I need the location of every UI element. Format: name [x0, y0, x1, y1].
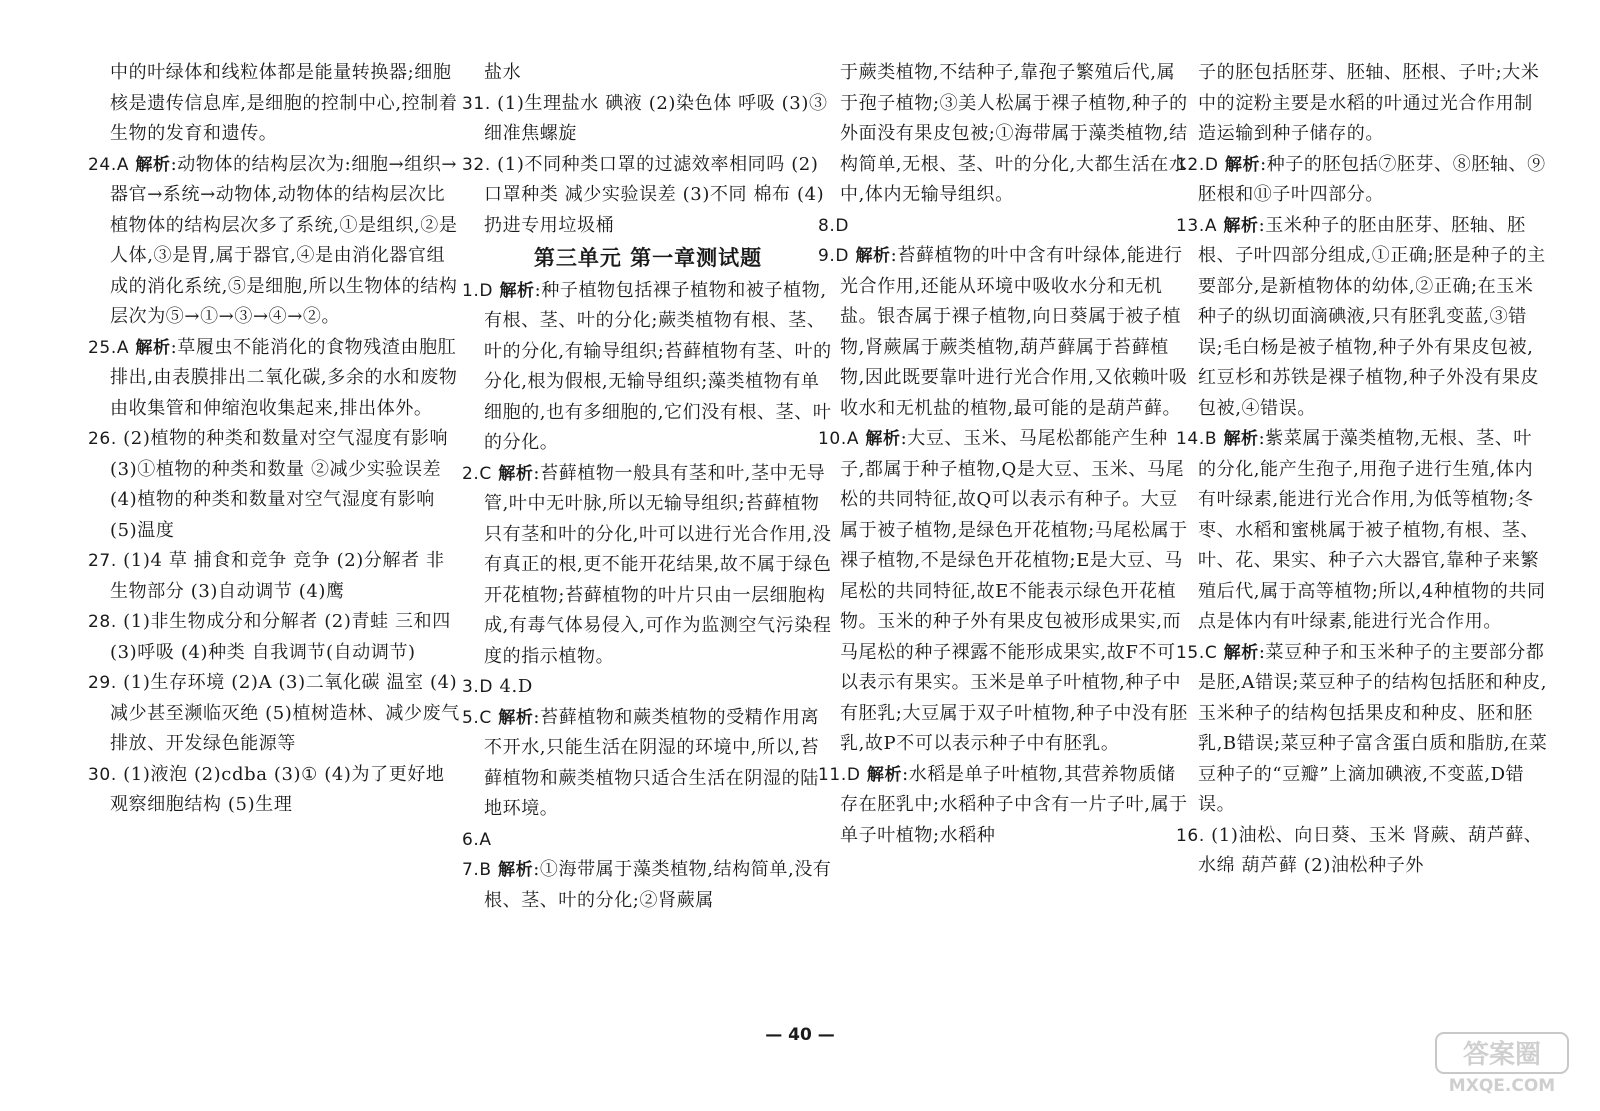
- answer-text: :种子的胚包括⑦胚芽、⑧胚轴、⑨胚根和⑪子叶四部分。: [1198, 153, 1546, 205]
- answer-item: [818, 211, 1190, 242]
- answer-text: (1)生存环境 (2)A (3)二氧化碳 温室 (4)减少甚至濒临灭绝 (5)植树造林、减少废气排放、开发绿色能源等: [110, 672, 460, 754]
- question-number: 27.: [88, 551, 117, 571]
- answer-text: (2)植物的种类和数量对空气湿度有影响 (3)①植物的种类和数量 ②减少实验误差 (4)植物的种类和数量对空气湿度有影响 (5)温度: [110, 428, 449, 541]
- question-number: 14.B: [1176, 429, 1218, 449]
- answer-text: :菜豆种子和玉米种子的主要部分都是胚,A错误;菜豆种子的结构包括胚和种皮,玉米种子的结构包括果皮和种皮、胚和胚乳,B错误;菜豆种子富含蛋白质和脂肪,在菜豆种子的“豆瓣”上滴加碘液,不变蓝,D错误。: [1198, 641, 1548, 815]
- question-number: 7.B: [462, 860, 492, 880]
- section-heading: 第三单元 第一章测试题: [533, 246, 763, 270]
- analysis-label: 解析: [498, 707, 534, 728]
- question-number: 15.C: [1176, 642, 1218, 663]
- question-number: 32.: [462, 154, 491, 175]
- answer-text: :水稻是单子叶植物,其营养物质储存在胚乳中;水稻种子中含有一片子叶,属于单子叶植物;水稻种: [840, 763, 1188, 846]
- continued-text: [484, 58, 834, 89]
- answer-item: [1176, 150, 1548, 211]
- answer-item: [462, 89, 834, 150]
- answer-text: :玉米种子的胚由胚芽、胚轴、胚根、子叶四部分组成,①正确;胚是种子的主要部分,是新植物体的幼体,②正确;在玉米种子的纵切面滴碘液,只有胚乳变蓝,③错误;毛白杨是被子植物,种子外有果皮包被,红豆杉和苏铁是裸子植物,种子外没有果皮包被,④错误。: [1198, 214, 1546, 419]
- question-number: 26.: [88, 429, 117, 449]
- question-number: 12.D: [1176, 154, 1219, 175]
- question-number: 11.D: [818, 764, 861, 785]
- analysis-label: 解析: [866, 764, 903, 785]
- answer-item: [88, 150, 460, 333]
- analysis-label: 解析: [855, 246, 891, 266]
- column-2: [462, 58, 834, 916]
- answer-item: [818, 760, 1190, 852]
- question-number: 24.A: [88, 154, 130, 175]
- answer-text: (1)油松、向日葵、玉米 肾蕨、葫芦藓、水绵 葫芦藓 (2)油松种子外: [1198, 824, 1543, 876]
- svg-text:MXQE.COM: MXQE.COM: [1448, 1076, 1556, 1096]
- answer-item: [818, 424, 1190, 760]
- column-1: [88, 58, 460, 821]
- answer-item: [88, 546, 460, 607]
- answer-item: [88, 668, 460, 760]
- analysis-label: 解析: [1224, 154, 1261, 175]
- answer-text: :苔藓植物的叶中含有叶绿体,能进行光合作用,还能从环境中吸收水分和无机盐。银杏属于裸子植物,向日葵属于被子植物,肾蕨属于蕨类植物,葫芦藓属于苔藓植物,因此既要靠叶进行光合作用,又依赖叶吸收水和无机盐的植物,最可能的是葫芦藓。: [840, 245, 1188, 419]
- question-number: 25.A: [88, 337, 130, 358]
- question-number: 8.D: [818, 215, 850, 236]
- answer-item: [1176, 211, 1548, 425]
- question-number: 6.A: [462, 829, 492, 850]
- answer-item: [88, 333, 460, 425]
- question-number: 31.: [462, 93, 491, 114]
- answer-item: [462, 672, 834, 703]
- answer-text: :种子植物包括裸子植物和被子植物,有根、茎、叶的分化;蕨类植物有根、茎、叶的分化,有输导组织;苔藓植物有茎、叶的分化,根为假根,无输导组织;藻类植物有单细胞的,也有多细胞的,它们没有根、茎、叶的分化。: [484, 279, 832, 453]
- analysis-label: 解析: [1223, 642, 1259, 663]
- analysis-label: 解析: [135, 154, 171, 175]
- answer-item: [462, 459, 834, 673]
- answer-text: (1)非生物成分和分解者 (2)青蛙 三和四 (3)呼吸 (4)种类 自我调节(自动调节): [110, 611, 451, 663]
- answer-text: :紫菜属于藻类植物,无根、茎、叶的分化,能产生孢子,用孢子进行生殖,体内有叶绿素,能进行光合作用,为低等植物;冬枣、水稻和蜜桃属于被子植物,有根、茎、叶、花、果实、种子六大器官,靠种子来繁殖后代,属于高等植物;所以,4种植物的共同点是体内有叶绿素,能进行光合作用。: [1198, 428, 1546, 632]
- answer-text: 于蕨类植物,不结种子,靠孢子繁殖后代,属于孢子植物;③美人松属于裸子植物,种子的外面没有果皮包被;①海带属于藻类植物,结构简单,无根、茎、叶的分化,大都生活在水中,体内无输导组织。: [840, 62, 1188, 205]
- continued-text: [840, 58, 1190, 211]
- column-3: [818, 58, 1190, 851]
- answer-item: [88, 760, 460, 821]
- analysis-label: 解析: [1223, 429, 1259, 449]
- answer-text: :苔藓植物和蕨类植物的受精作用离不开水,只能生活在阴湿的环境中,所以,苔藓植物和蕨类植物只适合生活在阴湿的陆地环境。: [484, 706, 820, 819]
- answer-item: [462, 703, 834, 825]
- watermark-logo: [1432, 1027, 1572, 1097]
- answer-text: 中的叶绿体和线粒体都是能量转换器;细胞核是遗传信息库,是细胞的控制中心,控制着生物的发育和遗传。: [110, 62, 458, 144]
- answer-item: [462, 825, 834, 856]
- answer-text: :动物体的结构层次为:细胞→组织→器官→系统→动物体,动物体的结构层次比植物体的结构层次多了系统,①是组织,②是人体,③是胃,属于器官,④是由消化器官组成的消化系统,⑤是细胞,所以生物体的结构层次为⑤→①→③→④→②。: [110, 153, 458, 327]
- answer-item: [1176, 821, 1548, 882]
- answer-text: 盐水: [484, 62, 522, 83]
- answer-item: [88, 424, 460, 546]
- answer-text: 4.D: [499, 676, 533, 697]
- question-number: 29.: [88, 673, 117, 693]
- continued-text: [110, 58, 460, 150]
- answer-item: [462, 276, 834, 459]
- analysis-label: 解析: [499, 280, 535, 301]
- analysis-label: 解析: [865, 429, 901, 449]
- page-number: — 40 —: [765, 1025, 835, 1045]
- question-number: 3.D: [462, 677, 494, 697]
- analysis-label: 解析: [1223, 215, 1259, 236]
- answer-item: [818, 241, 1190, 424]
- answer-text: (1)不同种类口罩的过滤效率相同吗 (2)口罩种类 减少实验误差 (3)不同 棉布 (4)扔进专用垃圾桶: [484, 153, 825, 236]
- question-number: 28.: [88, 612, 117, 632]
- analysis-label: 解析: [135, 337, 171, 358]
- answer-item: [1176, 424, 1548, 638]
- question-number: 5.C: [462, 707, 492, 728]
- answer-item: [1176, 638, 1548, 821]
- question-number: 2.C: [462, 463, 492, 484]
- question-number: 10.A: [818, 429, 860, 449]
- analysis-label: 解析: [498, 463, 534, 484]
- answer-text: :苔藓植物一般具有茎和叶,茎中无导管,叶中无叶脉,所以无输导组织;苔藓植物只有茎和叶的分化,叶可以进行光合作用,没有真正的根,更不能开花结果,故不属于绿色开花植物;苔藓植物的叶片只由一层细胞构成,有毒气体易侵入,可作为监测空气污染程度的指示植物。: [484, 462, 832, 667]
- answer-text: :大豆、玉米、马尾松都能产生种子,都属于种子植物,Q是大豆、玉米、马尾松的共同特征,故Q可以表示有种子。大豆属于被子植物,是绿色开花植物;马尾松属于裸子植物,不是绿色开花植物;E是大豆、马尾松的共同特征,故E不能表示绿色开花植物。玉米的种子外有果皮包被形成果实,而马尾松的种子裸露不能形成果实,故F不可以表示有果实。玉米是单子叶植物,种子中有胚乳;大豆属于双子叶植物,种子中没有胚乳,故P不可以表示种子中有胚乳。: [840, 428, 1188, 754]
- answer-text: (1)生理盐水 碘液 (2)染色体 呼吸 (3)③ 细准焦螺旋: [484, 92, 828, 144]
- answer-text: 子的胚包括胚芽、胚轴、胚根、子叶;大米中的淀粉主要是水稻的叶通过光合作用制造运输到种子储存的。: [1198, 62, 1540, 144]
- answer-text: :①海带属于藻类植物,结构简单,没有根、茎、叶的分化;②肾蕨属: [484, 859, 832, 911]
- continued-text: [1198, 58, 1548, 150]
- column-4: [1176, 58, 1548, 882]
- question-number: 9.D: [818, 246, 850, 266]
- question-number: 13.A: [1176, 215, 1218, 236]
- answer-item: [462, 855, 834, 916]
- svg-text:答案圈: 答案圈: [1462, 1040, 1542, 1070]
- answer-item: [462, 150, 834, 242]
- answer-text: :草履虫不能消化的食物残渣由胞肛排出,由表膜排出二氧化碳,多余的水和废物由收集管和伸缩泡收集起来,排出体外。: [110, 336, 458, 419]
- analysis-label: 解析: [498, 860, 534, 880]
- answer-text: (1)液泡 (2)cdba (3)① (4)为了更好地观察细胞结构 (5)生理: [110, 763, 445, 815]
- answer-text: (1)4 草 捕食和竞争 竞争 (2)分解者 非生物部分 (3)自动调节 (4)鹰: [110, 550, 445, 602]
- question-number: 1.D: [462, 280, 494, 301]
- question-number: 30.: [88, 764, 117, 785]
- answer-item: [88, 607, 460, 668]
- question-number: 16.: [1176, 825, 1205, 846]
